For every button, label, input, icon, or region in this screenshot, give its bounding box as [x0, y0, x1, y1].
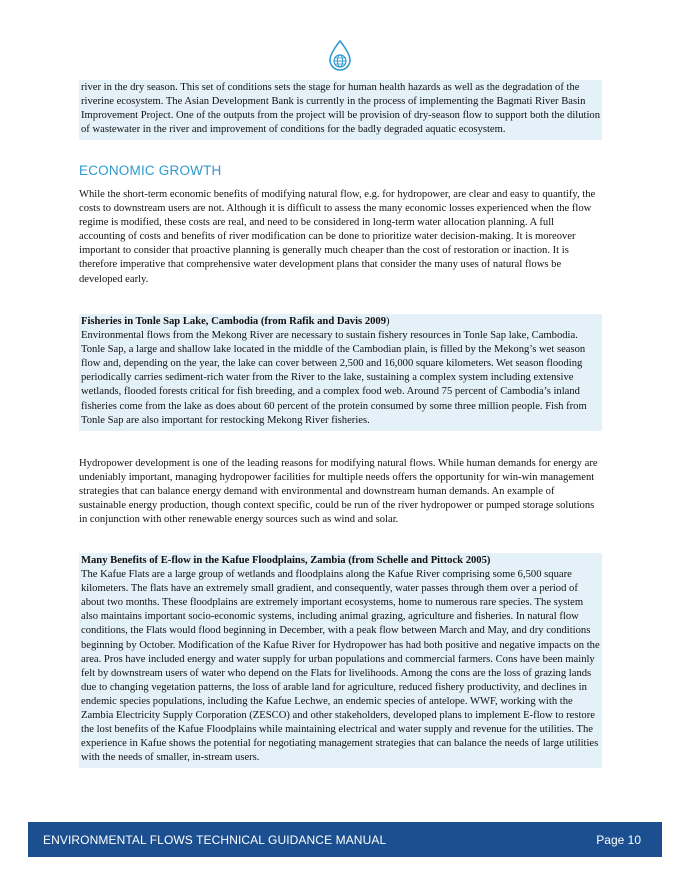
economic-growth-paragraph: While the short-term economic benefits of modifying natural flow, e.g. for hydropower, are clear and easy to quantify, the costs to downstream users are not. Although it is difficult to assess the many economic losses experienced when the flow regime is modified, these costs are real, and need to be considered in long-term water allocation planning. A full accounting of costs and benefits of river modification can be done to prioritize water decision-making. It is moreover important to consider that proactive planning is generally much cheaper than the cost of restoration or inaction. It is therefore imperative that comprehensive water development plans that consider the many uses of natural flows be developed early.: [79, 189, 596, 285]
kafue-box: [79, 553, 602, 768]
section-heading-economic-growth: ECONOMIC GROWTH: [79, 163, 222, 178]
intro-box-text: river in the dry season. This set of conditions sets the stage for human health hazards as well as the degradation of the riverine ecosystem. The Asian Development Bank is currently in the process of implementing the Bagmati River Basin Improvement Project. One of the outputs from the project will be provision of dry-season flow to support both the dilution of wastewater in the river and improvement of conditions for the badly degraded aquatic ecosystem.: [81, 82, 601, 136]
tonle-sap-box: [79, 314, 602, 431]
intro-box: [79, 80, 602, 140]
kafue-box-title: Many Benefits of E-flow in the Kafue Floodplains, Zambia (from Schelle and Pittock 2005): [81, 555, 491, 566]
page-number: Page 10: [596, 833, 641, 847]
tonle-sap-title: Fisheries in Tonle Sap Lake, Cambodia (from Rafik and Davis 2009: [81, 316, 387, 327]
hydropower-section: [79, 457, 602, 527]
water-drop-globe-icon: [326, 40, 354, 72]
economic-growth-section: [79, 188, 602, 287]
tonle-sap-text: Environmental flows from the Mekong River are necessary to sustain fishery resources in Tonle Sap lake, Cambodia. Tonle Sap, a large and shallow lake located in the middle of the Cambodian plain, is filled by the Mekong’s wet season flow and, depending on the year, the lake can cover between 2,500 and 16,000 square kilometers. Wet season flooding periodically carries sediment-rich water from the River to the lake, sustaining a complex system including extensive wetlands, flooded forests critical for fish breeding, and a complex food web. Around 75 percent of Cambodia’s inland fisheries come from the lake as does about 60 percent of the protein consumed by some three million people. Fish from Tonle Sap are also important for restocking Mekong River fisheries.: [81, 330, 587, 426]
hydropower-paragraph: Hydropower development is one of the leading reasons for modifying natural flows. While human demands for energy are undeniably important, managing hydropower facilities for multiple needs offers the opportunity for win-win management strategies that can balance energy demand with environmental and downstream human demands. An example of sustainable energy production, though context specific, could be run of the river hydropower or pumped storage solutions in conjunction with other renewable energy sources such as wind and solar.: [79, 458, 598, 526]
page-footer: [28, 822, 662, 857]
tonle-sap-title-close: ): [386, 316, 390, 327]
kafue-box-text: The Kafue Flats are a large group of wetlands and floodplains along the Kafue River comprising some 6,500 square kilometers. The flats have an extremely small gradient, and consequently, water passes through them over a period of about two months. These floodplains are extremely important ecosystems, home to numerous rare species. The system also maintains important socio-economic systems, including animal grazing, agriculture and fisheries. In natural flow conditions, the Flats would flood beginning in December, with a peak flow between March and May, and dry conditions beginning by October. Modification of the Kafue River for Hydropower has had both positive and negative impacts on the area. Pros have included energy and water supply for urban populations and commercial farmers. Cons have been mainly felt by downstream users of water who depend on the Flats for livelihoods. Among the cons are the loss of grazing lands due to changing vegetation patterns, the loss of arable land for agriculture, reduced fishery productivity, and declines in endemic species populations, including the Kafue Lechwe, an endemic species of antelope. WWF, working with the Zambia Electricity Supply Corporation (ZESCO) and other stakeholders, developed plans to implement E-flow to restore the lost benefits of the Kafue Floodplains while maintaining electrical and water supply and revenue for the utilities. The experience in Kafue shows the potential for negotiating management strategies that can balance the needs of large utilities with the needs of smaller, in-stream users.: [81, 569, 600, 764]
footer-title: ENVIRONMENTAL FLOWS TECHNICAL GUIDANCE MANUAL: [43, 833, 387, 847]
tonle-sap-title-line: [81, 315, 600, 329]
